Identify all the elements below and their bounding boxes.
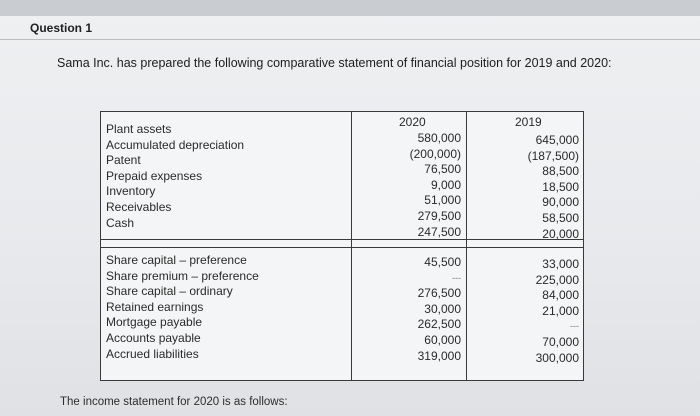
row-label: Share capital – preference bbox=[106, 253, 247, 267]
equity-2020 bbox=[391, 255, 461, 364]
question-intro: Sama Inc. has prepared the following comparative statement of financial position for 2019 and 2020: bbox=[57, 56, 612, 70]
financial-position-table bbox=[100, 111, 584, 381]
value-cell: 88,500 bbox=[542, 164, 579, 179]
value-cell: 45,500 bbox=[424, 255, 461, 269]
row-label: Share capital – ordinary bbox=[106, 284, 233, 299]
value-cell: 9,000 bbox=[430, 177, 461, 192]
table-divider bbox=[351, 112, 352, 380]
value-cell: --- bbox=[570, 321, 579, 332]
value-cell: 20,000 bbox=[542, 226, 579, 241]
value-cell: 300,000 bbox=[535, 350, 579, 365]
value-cell: 580,000 bbox=[417, 131, 461, 145]
assets-labels bbox=[106, 122, 244, 231]
value-cell: 84,000 bbox=[542, 288, 579, 303]
table-divider bbox=[101, 247, 583, 248]
value-cell: 247,500 bbox=[417, 224, 461, 239]
value-cell: (200,000) bbox=[409, 146, 461, 161]
row-label: Cash bbox=[106, 215, 135, 230]
row-label: Accrued liabilities bbox=[106, 346, 199, 361]
assets-2020 bbox=[391, 131, 461, 240]
row-label: Accounts payable bbox=[106, 330, 201, 345]
top-bar bbox=[0, 0, 700, 16]
row-label: Mortgage payable bbox=[106, 315, 203, 330]
value-cell: 262,500 bbox=[417, 317, 461, 332]
value-cell: 276,500 bbox=[417, 286, 461, 301]
value-cell: 33,000 bbox=[542, 257, 579, 271]
row-label: Share premium – preference bbox=[106, 268, 259, 283]
value-cell: 58,500 bbox=[542, 210, 579, 225]
row-label: Inventory bbox=[106, 184, 156, 199]
row-label: Patent bbox=[106, 153, 141, 168]
equity-labels bbox=[106, 253, 259, 362]
year-header-2019: 2019 bbox=[515, 115, 542, 129]
value-cell: 18,500 bbox=[542, 179, 579, 194]
year-header-2020: 2020 bbox=[399, 115, 426, 129]
value-cell: 30,000 bbox=[424, 301, 461, 316]
row-label: Plant assets bbox=[106, 122, 172, 136]
equity-2019 bbox=[509, 257, 579, 366]
value-cell: (187,500) bbox=[527, 148, 579, 163]
value-cell: 319,000 bbox=[417, 348, 461, 363]
value-cell: --- bbox=[452, 272, 461, 283]
row-label: Accumulated depreciation bbox=[106, 137, 245, 152]
value-cell: 76,500 bbox=[424, 162, 461, 177]
assets-2019 bbox=[509, 133, 579, 242]
value-cell: 21,000 bbox=[542, 303, 579, 318]
table-divider bbox=[466, 112, 467, 380]
value-cell: 90,000 bbox=[542, 195, 579, 210]
value-cell: 51,000 bbox=[424, 193, 461, 208]
value-cell: 225,000 bbox=[535, 272, 579, 287]
divider bbox=[0, 39, 700, 40]
value-cell: 279,500 bbox=[417, 208, 461, 223]
row-label: Receivables bbox=[106, 199, 172, 214]
row-label: Prepaid expenses bbox=[106, 168, 203, 183]
value-cell: 645,000 bbox=[535, 133, 579, 147]
income-statement-intro: The income statement for 2020 is as follows: bbox=[60, 396, 288, 408]
value-cell: 60,000 bbox=[424, 332, 461, 347]
question-title: Question 1 bbox=[30, 21, 93, 35]
value-cell: 70,000 bbox=[542, 334, 579, 349]
row-label: Retained earnings bbox=[106, 299, 204, 314]
